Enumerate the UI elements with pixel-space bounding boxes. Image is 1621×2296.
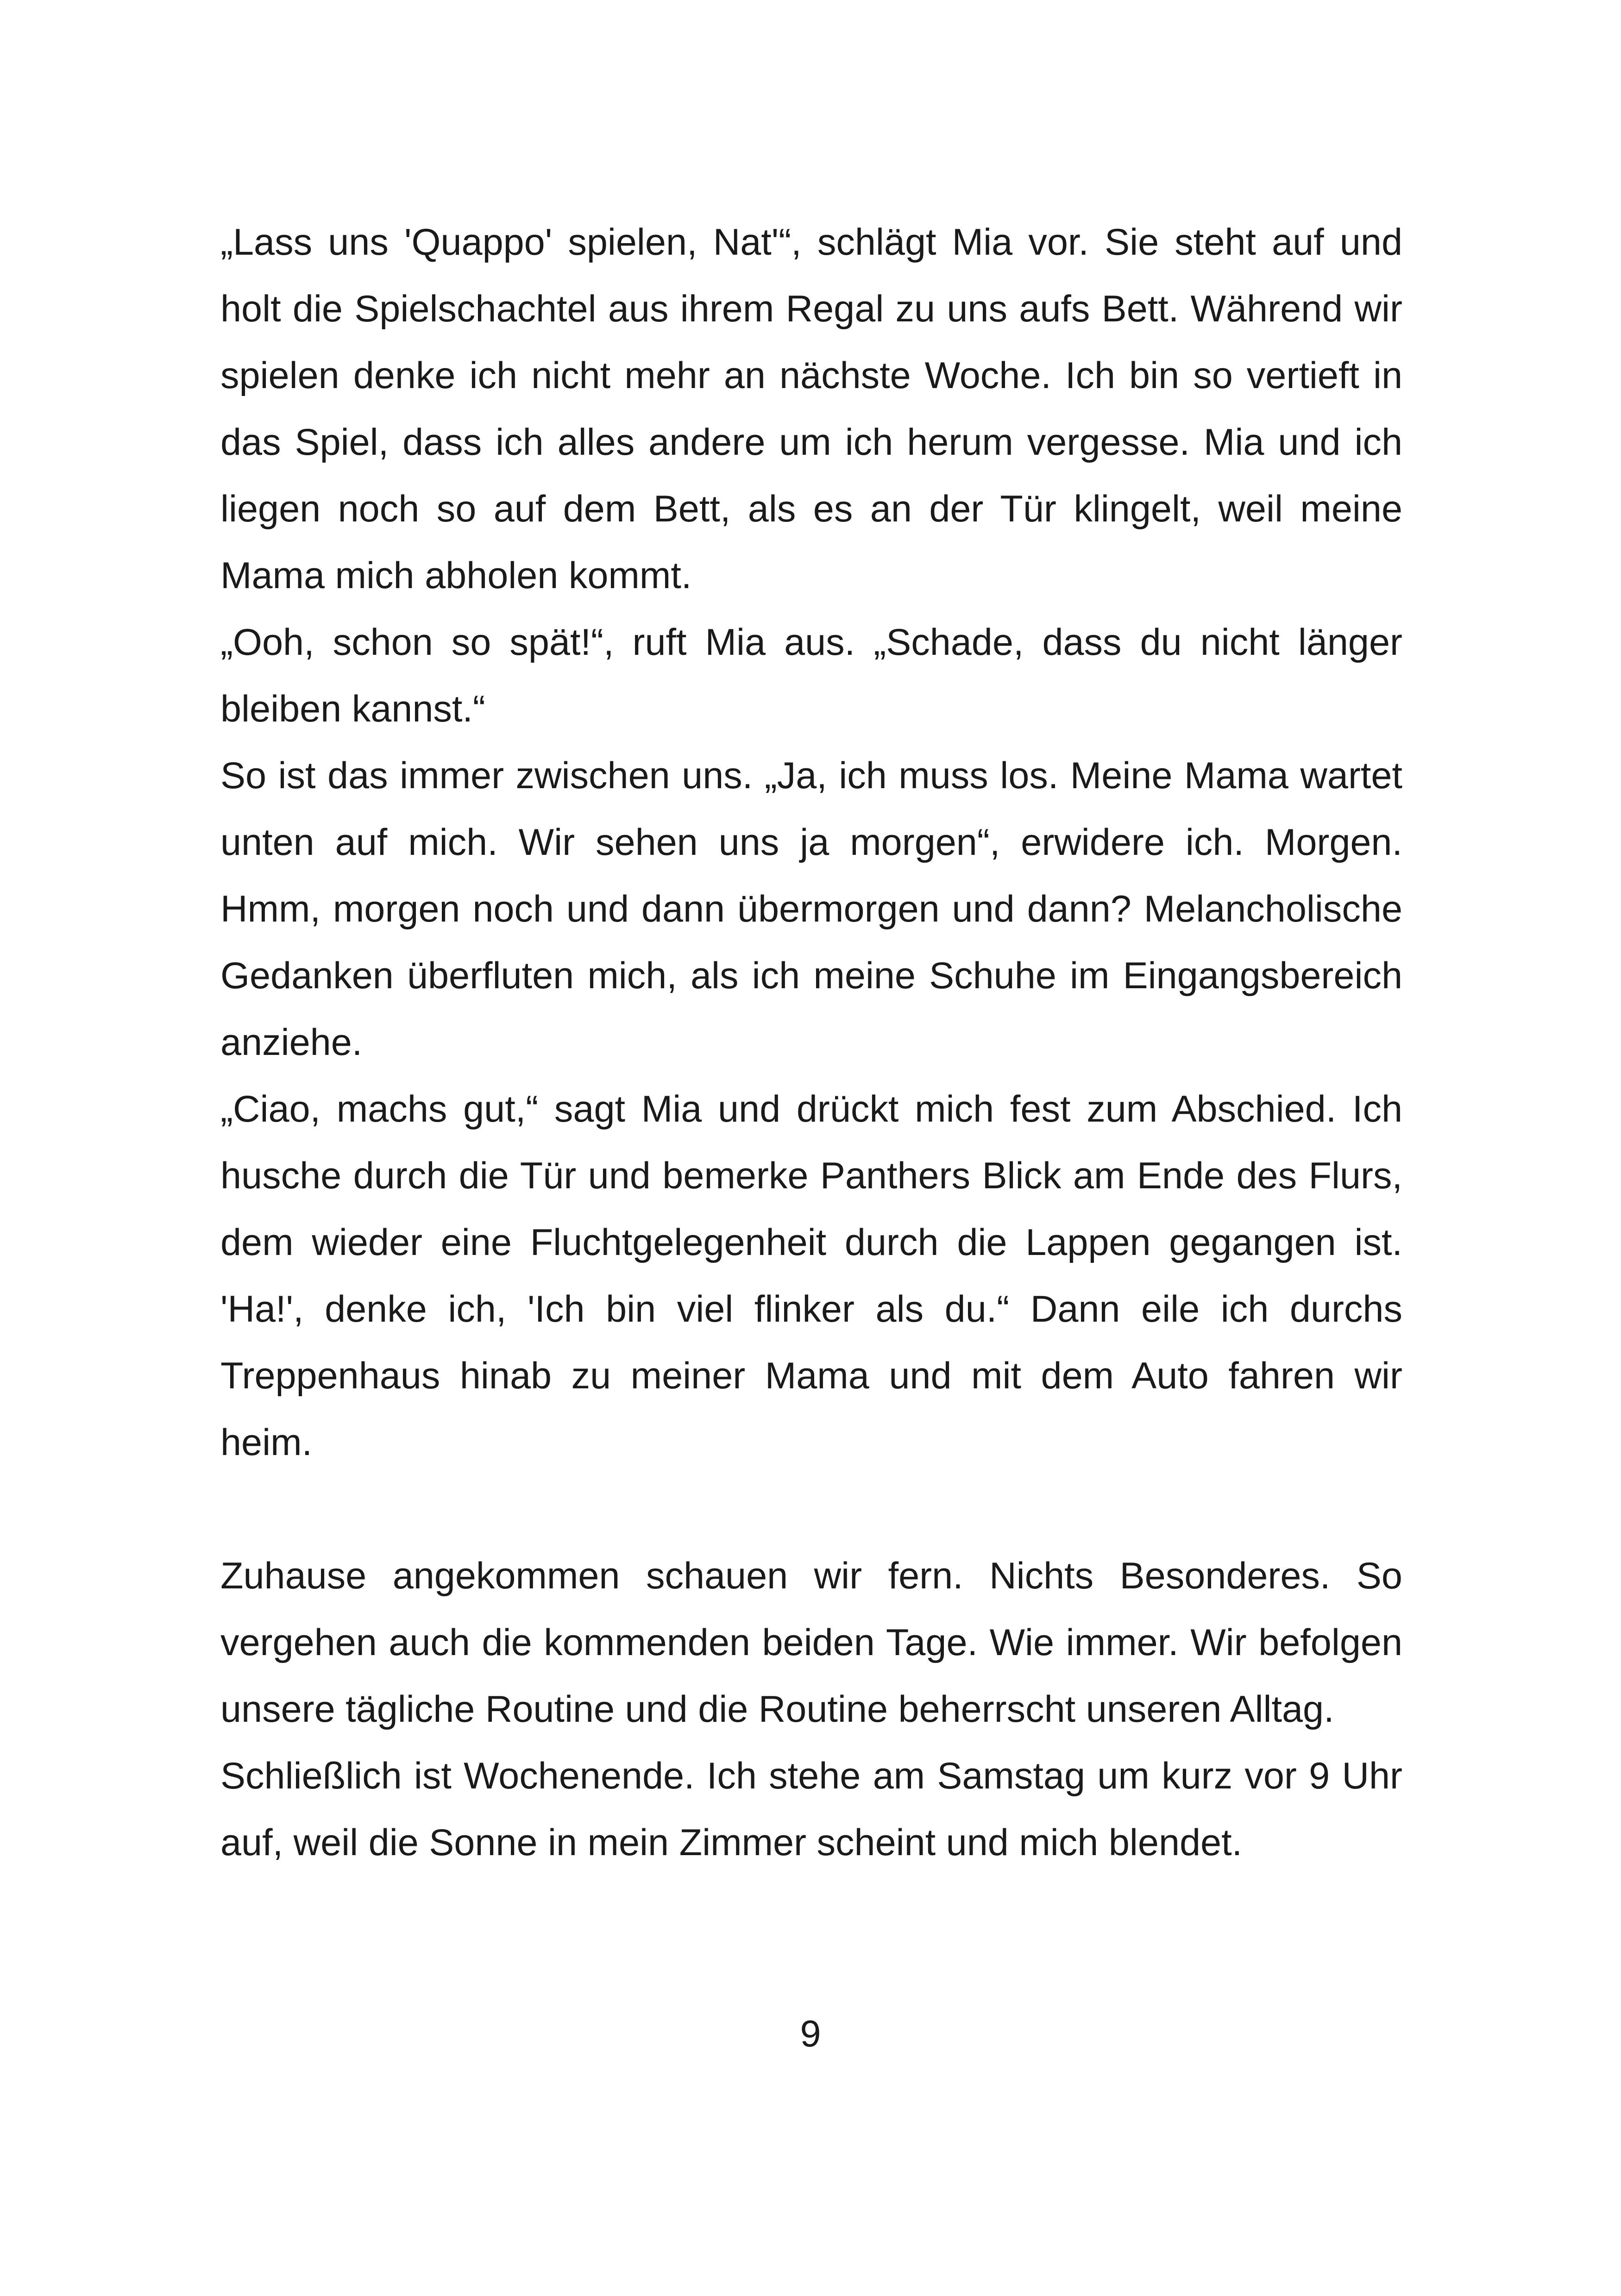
paragraph: „Ooh, schon so spät!“, ruft Mia aus. „Schade, dass du nicht länger bleiben kannst.“ [220, 621, 1402, 730]
text-block-1 [220, 209, 1402, 1476]
paragraph: So ist das immer zwischen uns. „Ja, ich muss los. Meine Mama wartet unten auf mich. Wir sehen uns ja morgen“, erwidere ich. Morgen. Hmm, morgen noch und dann übermorgen und dann? Melancholische Gedanken überfluten mich, als ich meine Schuhe im Eingangsbereich anziehe. [220, 755, 1402, 1063]
page-number: 9 [800, 2013, 821, 2055]
paragraph: „Ciao, machs gut,“ sagt Mia und drückt mich fest zum Abschied. Ich husche durch die Tür und bemerke Panthers Blick am Ende des Flurs, dem wieder eine Fluchtgelegenheit durch die Lappen gegangen ist. 'Ha!', denke ich, 'Ich bin viel flinker als du.“ Dann eile ich durchs Treppenhaus hinab zu meiner Mama und mit dem Auto fahren wir heim. [220, 1088, 1402, 1463]
paragraph: Zuhause angekommen schauen wir fern. Nichts Besonderes. So vergehen auch die kommenden beiden Tage. Wie immer. Wir befolgen unsere tägliche Routine und die Routine beherrscht unseren Alltag. [220, 1555, 1402, 1730]
paragraph: „Lass uns 'Quappo' spielen, Nat'“, schlägt Mia vor. Sie steht auf und holt die Spielschachtel aus ihrem Regal zu uns aufs Bett. Während wir spielen denke ich nicht mehr an nächste Woche. Ich bin so vertieft in das Spiel, dass ich alles andere um ich herum vergesse. Mia und ich liegen noch so auf dem Bett, als es an der Tür klingelt, weil meine Mama mich abholen kommt. [220, 221, 1402, 596]
paragraph: Schließlich ist Wochenende. Ich stehe am Samstag um kurz vor 9 Uhr auf, weil die Sonne in mein Zimmer scheint und mich blendet. [220, 1755, 1402, 1863]
text-block-2 [220, 1543, 1402, 1876]
